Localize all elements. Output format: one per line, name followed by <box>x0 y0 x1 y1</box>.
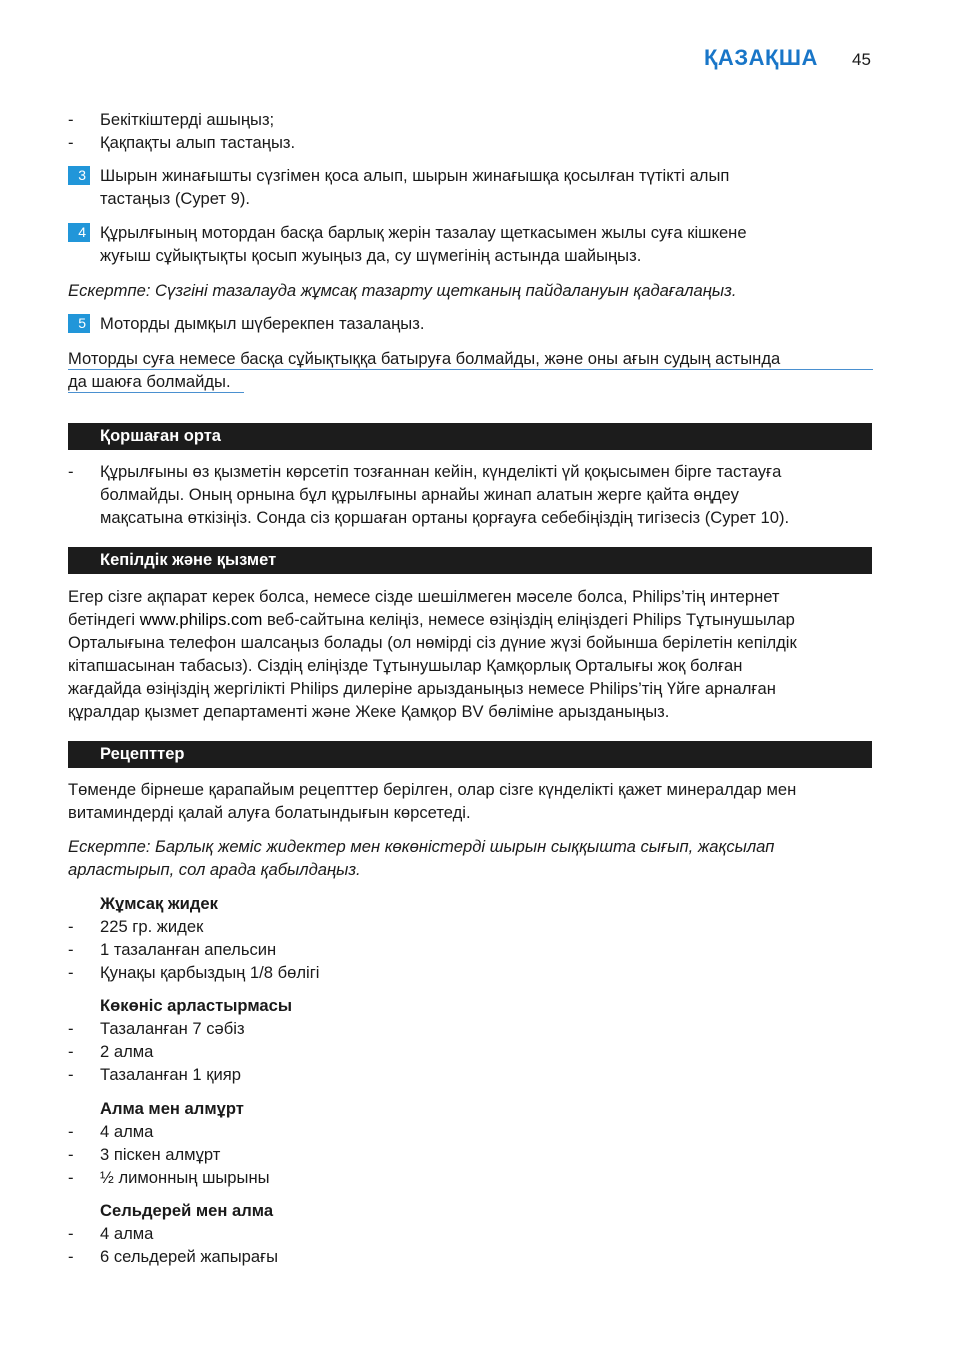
list-dash: - <box>68 462 74 481</box>
recipe-title: Алма мен алмұрт <box>100 1099 244 1118</box>
step-number-badge: 3 <box>68 166 90 185</box>
ingredient-item: 4 алма <box>100 1224 154 1243</box>
ingredient-item: 2 алма <box>100 1042 154 1061</box>
section-header-environment: Қоршаған орта <box>68 423 872 450</box>
recipe-title: Көкөніс арластырмасы <box>100 996 293 1015</box>
list-dash: - <box>68 1145 74 1164</box>
ingredient-item: Қунақы қарбыздың 1/8 бөлігі <box>100 963 320 982</box>
list-dash: - <box>68 1042 74 1061</box>
environment-text: мақсатына өткізіңіз. Сонда сіз қоршаған ортаны қорғауға себебіңіздің тигізесіз (Сурет 10). <box>100 508 790 527</box>
environment-text: Құрылғыны өз қызметін көрсетіп тозғаннан кейін, күнделікті үй қоқысымен бірге тастауға <box>100 462 782 481</box>
ingredient-item: Тазаланған 1 қияр <box>100 1065 241 1084</box>
list-item: Бекіткіштерді ашыңыз; <box>100 110 275 129</box>
language-title: ҚАЗАҚША <box>704 45 818 70</box>
list-dash: - <box>68 963 74 982</box>
list-dash: - <box>68 1065 74 1084</box>
list-dash: - <box>68 110 74 129</box>
recipes-intro: витаминдерді қалай алуға болатындығын көрсетеді. <box>68 803 471 822</box>
list-item: Қақпақты алып тастаңыз. <box>100 133 296 152</box>
warning-text: Моторды суға немесе басқа сұйықтыққа батыруға болмайды, және оны ағын судың астында <box>68 349 781 368</box>
step-number-badge: 4 <box>68 223 90 242</box>
ingredient-item: 6 сельдерей жапырағы <box>100 1247 279 1266</box>
section-header-guarantee: Кепілдік және қызмет <box>68 547 872 574</box>
ingredient-item: 1 тазаланған апельсин <box>100 940 277 959</box>
guarantee-text: Егер сізге ақпарат керек болса, немесе сізде шешілмеген мәселе болса, Philips’тің интернет <box>68 587 780 606</box>
note-text: Ескертпе: Сүзгіні тазалауда жұмсақ тазарту щетканың пайдалануын қадағалаңыз. <box>68 281 737 300</box>
recipes-intro: Төменде бірнеше қарапайым рецепттер берілген, олар сізге күнделікті қажет минералдар мен <box>68 780 797 799</box>
ingredient-item: 4 алма <box>100 1122 154 1141</box>
page-number: 45 <box>852 50 871 69</box>
ingredient-item: Тазаланған 7 сәбіз <box>100 1019 245 1038</box>
philips-link[interactable]: www.philips.com <box>139 610 263 629</box>
list-dash: - <box>68 1122 74 1141</box>
guarantee-text-post: веб-сайтына келіңіз, немесе өзіңіздің еліңіздегі Philips Тұтынушылар <box>262 610 795 629</box>
ingredient-item: ½ лимонның шырыны <box>100 1168 270 1187</box>
warning-text: да шаюға болмайды. <box>68 372 231 391</box>
list-dash: - <box>68 1247 74 1266</box>
guarantee-text-pre: бетіндегі <box>68 610 140 629</box>
step-text: Шырын жинағышты сүзгімен қоса алып, шырын жинағышқа қосылған түтікті алып <box>100 166 730 185</box>
step-number-badge: 5 <box>68 314 90 333</box>
guarantee-text: құралдар қызмет департаменті және Жеке Қамқор BV бөліміне арызданыңыз. <box>68 702 670 721</box>
step-text: Құрылғының мотордан басқа барлық жерін тазалау щеткасымен жылы суға кішкене <box>100 223 747 242</box>
section-header-recipes: Рецепттер <box>68 741 872 768</box>
guarantee-text <box>68 608 795 631</box>
list-dash: - <box>68 1168 74 1187</box>
warning-underline <box>68 392 244 393</box>
guarantee-text: кітапшасынан табасыз). Сіздің еліңізде Тұтынушылар Қамқорлық Орталығы жоқ болған <box>68 656 743 675</box>
environment-text: болмайды. Оның орнына бұл құрылғыны арнайы жинап алатын жерге қайта өңдеу <box>100 485 739 504</box>
step-text: тастаңыз (Сурет 9). <box>100 189 250 208</box>
recipe-title: Сельдерей мен алма <box>100 1201 274 1220</box>
ingredient-item: 3 піскен алмұрт <box>100 1145 221 1164</box>
recipes-note: арластырып, сол арада қабылдаңыз. <box>68 860 361 879</box>
list-dash: - <box>68 133 74 152</box>
guarantee-text: жағдайда өзіңіздің жергілікті Philips дилеріне арызданыңыз немесе Philips’тің Үйге арналған <box>68 679 776 698</box>
list-dash: - <box>68 917 74 936</box>
guarantee-text: Орталығына телефон шалсаңыз болады (ол нөмірді сіз дүние жүзі бойынша берілетін кепілдік <box>68 633 797 652</box>
ingredient-item: 225 гр. жидек <box>100 917 204 936</box>
list-dash: - <box>68 1019 74 1038</box>
list-dash: - <box>68 940 74 959</box>
step-text: Моторды дымқыл шүберекпен тазалаңыз. <box>100 314 425 333</box>
list-dash: - <box>68 1224 74 1243</box>
recipe-title: Жұмсақ жидек <box>100 894 218 913</box>
step-text: жуғыш сұйықтықты қосып жуыңыз да, су шүмегінің астында шайыңыз. <box>100 246 642 265</box>
recipes-note: Ескертпе: Барлық жеміс жидектер мен көкөністерді шырын сыққышта сығып, жақсылап <box>68 837 775 856</box>
